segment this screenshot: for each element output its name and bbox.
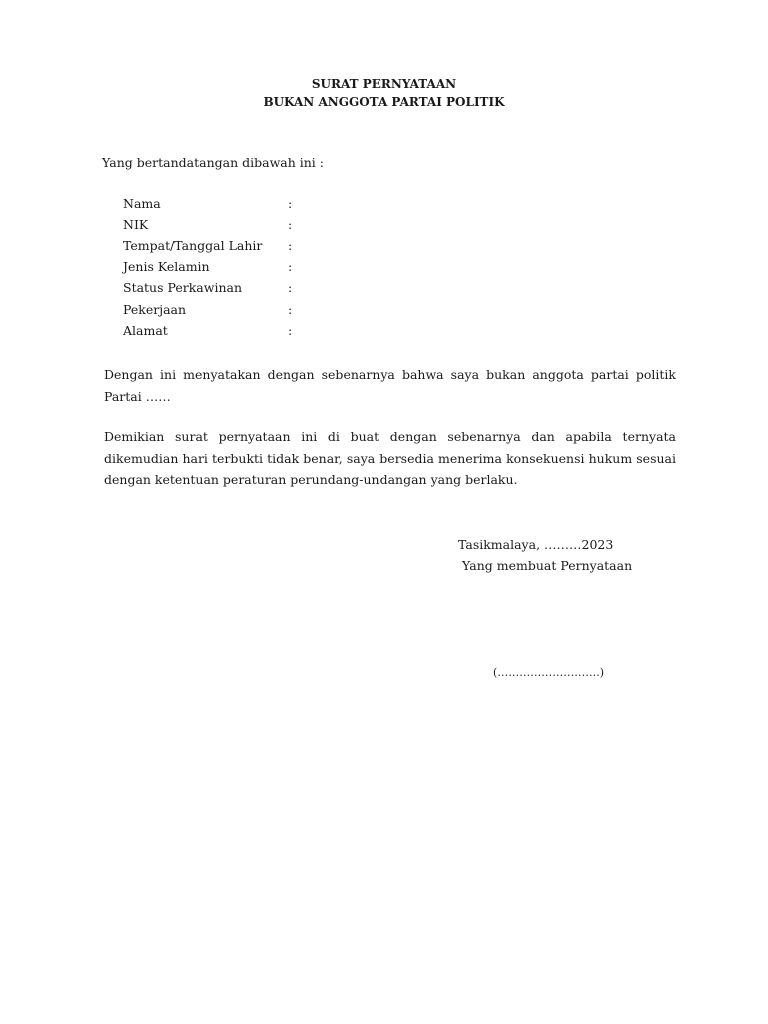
- place-date: Tasikmalaya, ………2023: [458, 537, 614, 552]
- field-label: Alamat: [123, 323, 168, 338]
- document-subtitle: BUKAN ANGGOTA PARTAI POLITIK: [263, 95, 505, 109]
- signature-name-placeholder: (……………………….): [493, 666, 605, 679]
- field-colon: :: [288, 196, 293, 211]
- field-colon: :: [288, 238, 293, 253]
- closing-paragraph: Demikian surat pernyataan ini di buat dengan sebenarnya dan apabila ternyata dikemudian hari terbukti tidak benar, saya bersedia menerima konsekuensi hukum sesuai dengan ketentuan peraturan perundang-undangan yang berlaku.: [104, 429, 676, 487]
- field-colon: :: [288, 259, 293, 274]
- signer-label: Yang membuat Pernyataan: [462, 558, 633, 573]
- field-colon: :: [288, 323, 293, 338]
- field-label: Status Perkawinan: [123, 280, 243, 295]
- field-colon: :: [288, 302, 293, 317]
- field-colon: :: [288, 280, 293, 295]
- field-label: Tempat/Tanggal Lahir: [123, 238, 263, 253]
- document-title: SURAT PERNYATAAN: [311, 77, 457, 91]
- field-label: Pekerjaan: [123, 302, 187, 317]
- field-label: Jenis Kelamin: [123, 259, 210, 274]
- field-label: NIK: [123, 217, 149, 232]
- field-colon: :: [288, 217, 293, 232]
- statement-paragraph: Dengan ini menyatakan dengan sebenarnya bahwa saya bukan anggota partai politik Partai ……: [104, 367, 676, 404]
- intro-text: Yang bertandatangan dibawah ini :: [102, 155, 324, 170]
- field-label: Nama: [123, 196, 161, 211]
